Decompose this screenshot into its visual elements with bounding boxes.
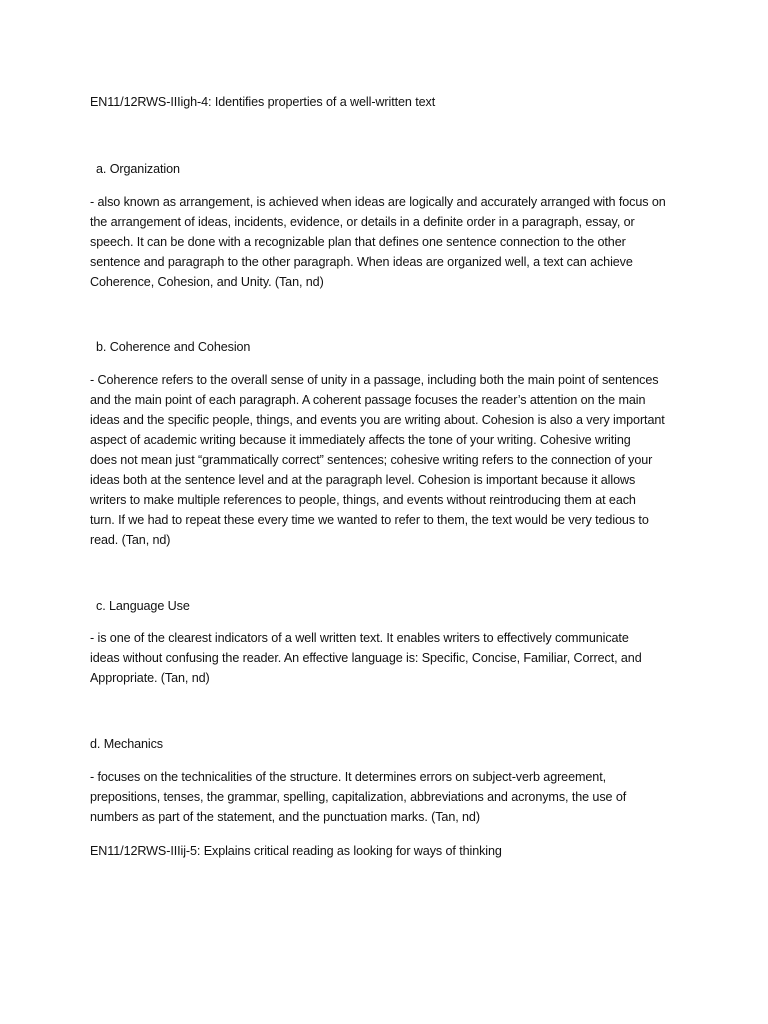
paragraph-line: speech. It can be done with a recognizable plan that defines one sentence connection to the other [90, 235, 626, 249]
paragraph-line: - focuses on the technicalities of the structure. It determines errors on subject-verb agreement, [90, 770, 606, 784]
paragraph-line: - also known as arrangement, is achieved when ideas are logically and accurately arranged with focus on [90, 195, 666, 209]
section-heading-coherence-cohesion: b. Coherence and Cohesion [96, 340, 251, 354]
paragraph-line: numbers as part of the statement, and the punctuation marks. (Tan, nd) [90, 810, 480, 824]
paragraph-line: - Coherence refers to the overall sense of unity in a passage, including both the main point of sentences [90, 373, 659, 387]
paragraph-line: Appropriate. (Tan, nd) [90, 671, 210, 685]
paragraph-line: and the main point of each paragraph. A coherent passage focuses the reader’s attention on the main [90, 393, 646, 407]
section-heading-mechanics: d. Mechanics [90, 737, 163, 751]
paragraph-line: aspect of academic writing because it immediately affects the tone of your writing. Cohesive writing [90, 433, 631, 447]
paragraph-line: prepositions, tenses, the grammar, spelling, capitalization, abbreviations and acronyms, the use of [90, 790, 627, 804]
section-heading-language-use: c. Language Use [96, 599, 190, 613]
competency-heading: EN11/12RWS-IIIigh-4: Identifies properties of a well-written text [90, 95, 436, 109]
paragraph-line: ideas without confusing the reader. An effective language is: Specific, Concise, Familiar, Correct, and [90, 651, 642, 665]
paragraph-line: ideas and the specific people, things, and events you are writing about. Cohesion is also a very important [90, 413, 665, 427]
section-heading-organization: a. Organization [96, 162, 180, 176]
paragraph-line: turn. If we had to repeat these every time we wanted to refer to them, the text would be very tedious to [90, 513, 649, 527]
paragraph-line: does not mean just “grammatically correct” sentences; cohesive writing refers to the connection of your [90, 453, 653, 467]
paragraph-line: writers to make multiple references to people, things, and events without reintroducing them at each [90, 493, 636, 507]
paragraph-line: ideas both at the sentence level and at the paragraph level. Cohesion is important because it allows [90, 473, 636, 487]
paragraph-line: the arrangement of ideas, incidents, evidence, or details in a definite order in a paragraph, essay, or [90, 215, 635, 229]
paragraph-line: Coherence, Cohesion, and Unity. (Tan, nd) [90, 275, 324, 289]
paragraph-line: - is one of the clearest indicators of a well written text. It enables writers to effectively communicate [90, 631, 629, 645]
paragraph-line: read. (Tan, nd) [90, 533, 171, 547]
competency-heading-critical-reading: EN11/12RWS-IIIij-5: Explains critical reading as looking for ways of thinking [90, 844, 502, 858]
paragraph-line: sentence and paragraph to the other paragraph. When ideas are organized well, a text can achieve [90, 255, 633, 269]
